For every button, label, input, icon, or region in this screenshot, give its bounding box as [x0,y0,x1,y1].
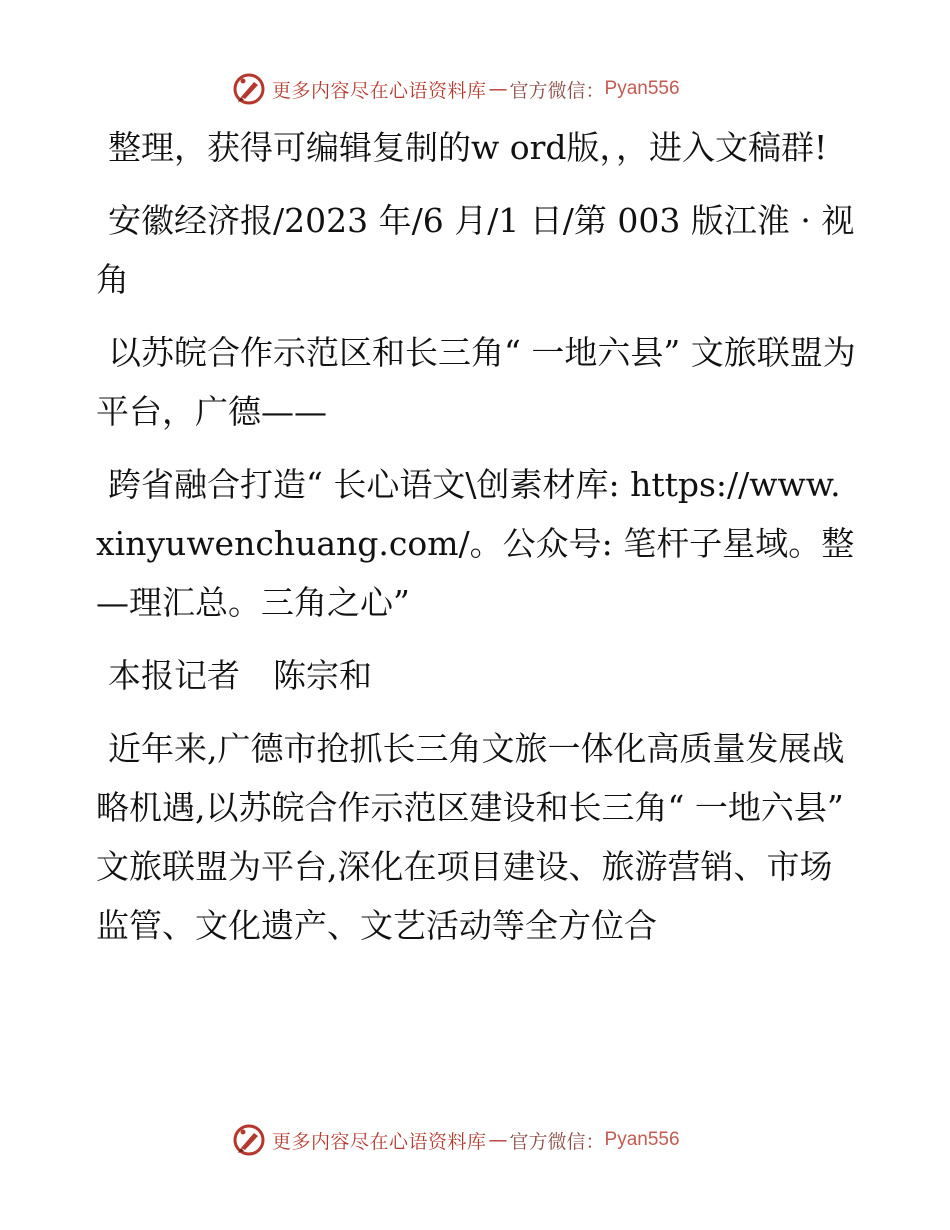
pen-logo-icon [232,1123,266,1157]
headline-lead: 以苏皖合作示范区和长三角“ 一地六县” 文旅联盟为平台，广德—— [96,333,856,431]
banner-site-text: 更多内容尽在心语资料库 [272,1130,487,1153]
headline-main: 跨省融合打造“ 长心语文\创素材库: https://www.xinyuwenchuang.com/。公众号: 笔杆子星域。整—理汇总。三角之心” [96,465,855,622]
document-body [96,118,856,969]
banner-wechat-id: Pyan556 [604,1129,680,1150]
source-line: 安徽经济报/2023 年/6 月/1 日/第 003 版江淮 · 视角 [96,201,855,299]
footer-watermark-banner [232,1123,732,1157]
banner-wechat-id: Pyan556 [604,78,680,99]
banner-wechat-label: 官方微信： [509,79,605,102]
banner-separator: — [488,78,508,100]
banner-separator: — [488,1129,508,1151]
reporter-byline: 本报记者 陈宗和 [108,656,372,695]
banner-site-text: 更多内容尽在心语资料库 [272,79,487,102]
pen-logo-icon [232,72,266,106]
banner-wechat-label: 官方微信： [509,1130,605,1153]
header-watermark-banner [232,72,732,106]
body-paragraph: 近年来,广德市抢抓长三角文旅一体化高质量发展战略机遇,以苏皖合作示范区建设和长三角“ 一地六县” 文旅联盟为平台,深化在项目建设、旅游营销、市场监管、文化遗产、文艺活动等全方位合 [96,729,845,945]
intro-paragraph: 整理，获得可编辑复制的w ord版，，进入文稿群! [108,128,828,167]
